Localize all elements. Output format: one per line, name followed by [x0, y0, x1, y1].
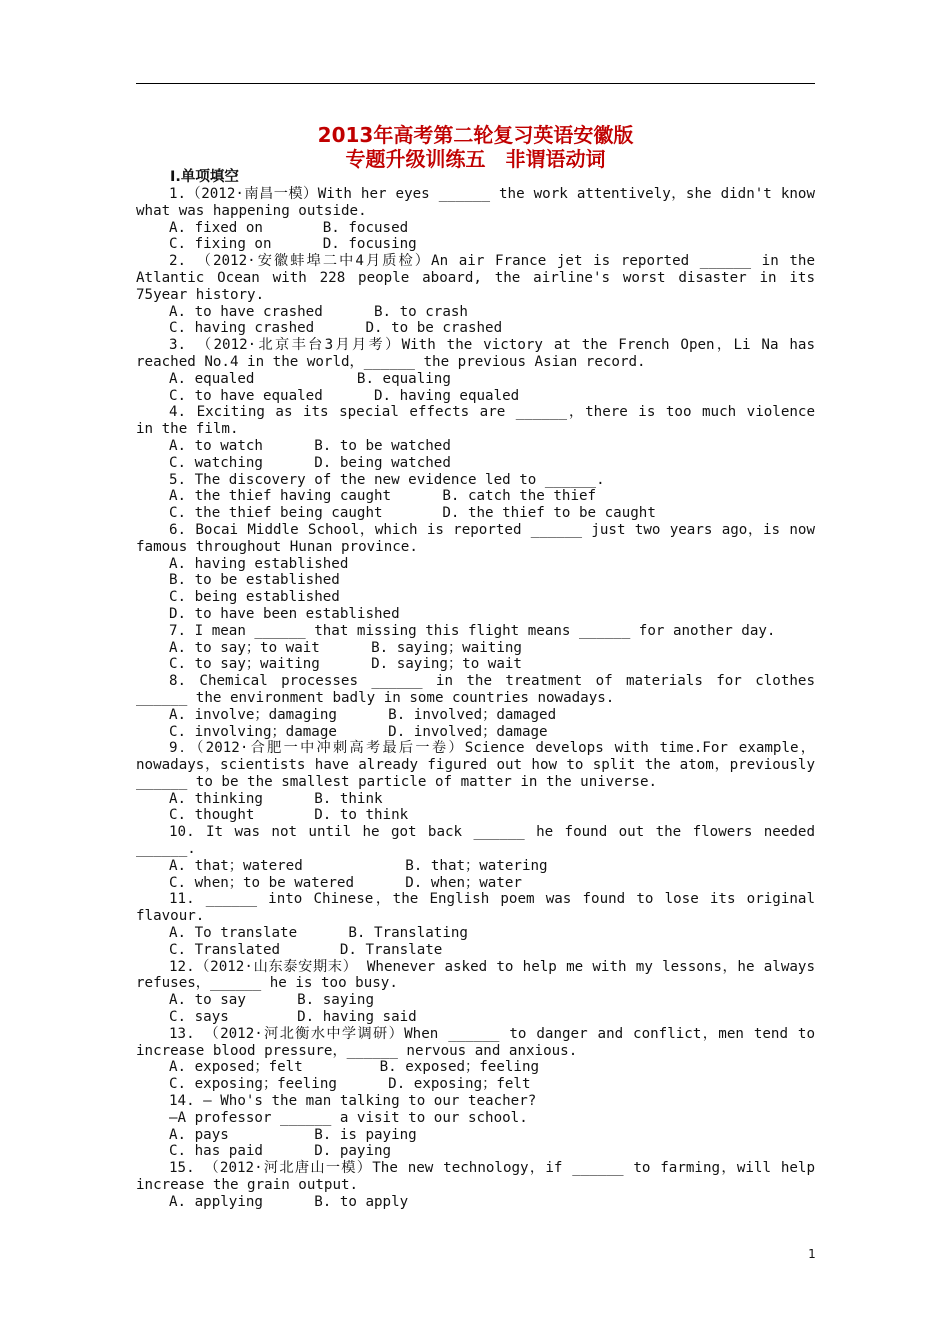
answer-options-line: C. fixing on D. focusing — [169, 236, 417, 253]
content-body — [136, 168, 824, 1211]
answer-options-line: C. the thief being caught D. the thief to be caught — [169, 505, 656, 522]
question-item — [136, 673, 824, 740]
answer-options-line: C. thought D. to think — [169, 807, 409, 824]
answer-options-line: C. has paid D. paying — [169, 1143, 392, 1160]
answer-options-line: A. fixed on B. focused — [169, 219, 409, 236]
question-stem: 14. — Who's the man talking to our teacher? — [169, 1093, 537, 1110]
question-item — [136, 186, 824, 253]
question-list — [136, 186, 824, 1211]
answer-options-line: C. having crashed D. to be crashed — [169, 320, 503, 337]
answer-options-line: C. being established — [169, 589, 340, 606]
question-stem: 2. （2012·安徽蚌埠二中4月质检）An air France jet is reported ______ in the Atlantic Ocean with 228 people aboard, the airline's worst disaster in its 75year history. — [136, 253, 824, 303]
question-stem: 4. Exciting as its special effects are ______，there is too much violence in the film. — [136, 404, 824, 438]
answer-options-line: C. to say；waiting D. saying；to wait — [169, 656, 522, 673]
question-stem: 6. Bocai Middle School，which is reported ______ just two years ago，is now famous throughout Hunan province. — [136, 521, 824, 555]
answer-options-line: A. the thief having caught B. catch the thief — [169, 488, 597, 505]
question-item — [136, 1093, 815, 1160]
page-number: 1 — [808, 1247, 816, 1261]
answer-options-line: A. to watch B. to be watched — [169, 437, 451, 454]
answer-options-line: A. that；watered B. that；watering — [169, 857, 548, 874]
question-item — [136, 404, 824, 471]
answer-options-line: A. to say；to wait B. saying；waiting — [169, 639, 522, 656]
answer-options-line: A. equaled B. equaling — [169, 370, 451, 387]
answer-options-line: C. watching D. being watched — [169, 454, 451, 471]
question-stem: 5. The discovery of the new evidence led to ______. — [169, 471, 605, 488]
question-item — [136, 1160, 824, 1210]
answer-options-line: C. when；to be watered D. when；water — [169, 874, 522, 891]
answer-options-line: A. To translate B. Translating — [169, 925, 468, 942]
question-stem: 8. Chemical processes ______ in the treatment of materials for clothes ______ the environment badly in some countries nowadays. — [136, 673, 824, 706]
answer-options-line: A. to have crashed B. to crash — [169, 303, 468, 320]
answer-options-line: A. exposed；felt B. exposed；feeling — [169, 1059, 540, 1076]
answer-options-line: A. thinking B. think — [169, 790, 383, 807]
question-item — [136, 472, 815, 522]
question-item — [136, 1025, 824, 1093]
question-stem: 7. I mean ______ that missing this flight means ______ for another day. — [169, 622, 776, 639]
answer-options-line: C. to have equaled D. having equaled — [169, 387, 520, 404]
document-subtitle: 专题升级训练五 非谓语动词 — [345, 147, 606, 171]
answer-options-line: C. exposing；feeling D. exposing；felt — [169, 1076, 531, 1093]
answer-options-line: C. Translated D. Translate — [169, 941, 443, 958]
question-item — [136, 253, 824, 337]
question-stem: 13. （2012·河北衡水中学调研）When ______ to danger and conflict，men tend to increase blood pressure，______ nervous and anxious. — [136, 1025, 824, 1059]
document-title: 2013年高考第二轮复习英语安徽版 — [317, 123, 634, 147]
answer-options-line: A. to say B. saying — [169, 992, 374, 1009]
question-item — [136, 891, 824, 958]
answer-options-line: A. applying B. to apply — [169, 1193, 409, 1210]
question-stem: 10. It was not until he got back ______ he found out the flowers needed ______. — [136, 824, 824, 858]
question-item — [136, 623, 815, 673]
section-heading: Ⅰ.单项填空 — [170, 169, 239, 185]
answer-options-line: B. to be established — [169, 572, 340, 589]
question-stem: 12.（2012·山东泰安期末） Whenever asked to help me with my lessons，he always refuses，______ he is too busy. — [136, 958, 824, 992]
answer-options-line: A. pays B. is paying — [169, 1126, 417, 1143]
question-item — [136, 337, 824, 404]
question-item — [136, 521, 824, 623]
question-stem: 9．（2012·合肥一中冲刺高考最后一卷）Science develops with time.For example，nowadays，scientists have already figured out how to split the atom，previously ______ to be the smallest particle of matter in the universe. — [136, 740, 824, 790]
question-stem: 11. ______ into Chinese，the English poem was found to lose its original flavour. — [136, 891, 824, 925]
question-item — [136, 958, 824, 1026]
header-rule — [136, 83, 815, 84]
question-item — [136, 740, 824, 824]
question-stem: 3. （2012·北京丰台3月月考）With the victory at the French Open，Li Na has reached No.4 in the world，______ the previous Asian record. — [136, 337, 824, 370]
answer-options-line: A. involve；damaging B. involved；damaged — [169, 706, 557, 723]
question-stem: 15. （2012·河北唐山一模）The new technology，if ______ to farming，will help increase the grain output. — [136, 1160, 824, 1194]
answer-options-line: C. involving；damage D. involved；damage — [169, 723, 548, 740]
question-stem: 1.（2012·南昌一模）With her eyes ______ the work attentively，she didn't know what was happening outside. — [136, 186, 824, 219]
answer-options-line: A. having established — [169, 555, 349, 572]
question-item — [136, 824, 824, 891]
answer-options-line: C. says D. having said — [169, 1009, 417, 1026]
answer-options-line: —A professor ______ a visit to our school. — [169, 1109, 528, 1126]
answer-options-line: D. to have been established — [169, 605, 400, 622]
